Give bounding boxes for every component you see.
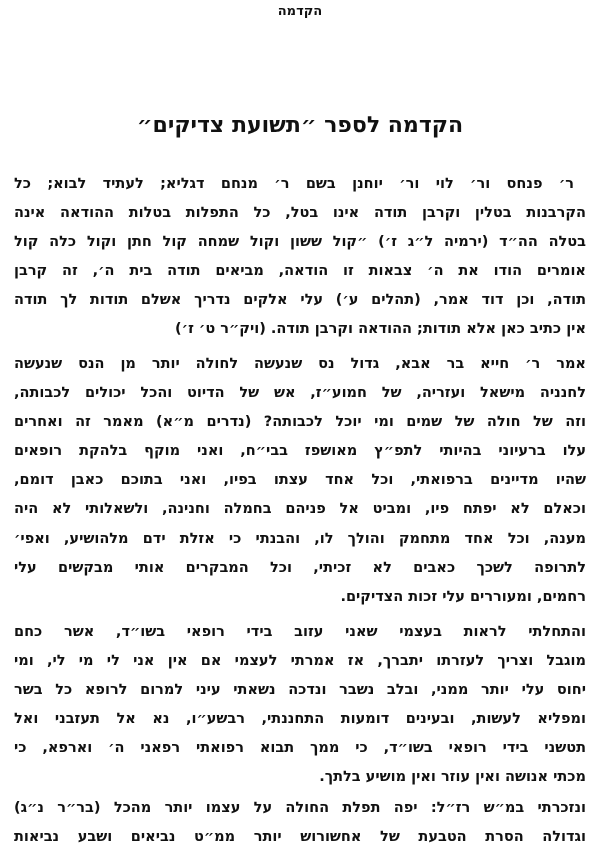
text-line: אמר ר׳ חייא בר אבא, גדול נס שנעשה לחולה יותר מן הנס שנעשה [14,356,586,372]
paragraph-2 [14,350,586,612]
text-line: שהיו מדיינים ברפואתי, וכל אחד עצתו בפיו, ואני בתוכם כאבן דומם, [14,472,586,489]
text-line: ומפליא לעשות, ובעינים דומעות התחננתי, רבשע״ו, נא אל תעזבני ואל [14,711,586,728]
paragraph-3 [14,618,586,793]
text-line: רחמים, ומעוררים עלי זכות הצדיקים. [340,588,586,605]
text-line: ונזכרתי במ״ש רז״ל: יפה תפלת החולה על עצמו יותר מהכל (בר״ר נ״ג) [14,800,586,816]
text-line: לתרופה לשכך כאבים לא זכיתי, וכל המבקרים אותי מבקשים עלי [14,559,586,576]
paragraph-1 [14,170,586,345]
page-title: הקדמה לספר ״תשועת צדיקים״ [136,113,464,138]
text-line: תודה, וכן דוד אמר, (תהלים ע׳) עלי אלקים נדריך אשלם תודות לך תודה [14,292,586,309]
paragraph-4 [14,794,586,852]
text-line: הקרבנות בטלין וקרבן תודה אינו בטל, כל התפלות בטלות ההודאה אינה [14,205,586,222]
text-line: וגדולה הסרת הטבעת של אחשורוש יותר ממ״ט נביאים ושבע נביאות [14,829,586,846]
text-line: מכתי אנושה ואין עוזר ואין מושיע בלתך. [319,769,586,786]
text-line: וכאלם לא יפתח פיו, ומביט אל פניהם בחמלה וחנינה, ולשאלותי לא היה [14,501,586,518]
text-line: אין כתיב כאן אלא תודות; ההודאה וקרבן תודה. (ויק״ר ט׳ ז׳) [175,321,586,338]
running-header: הקדמה [277,4,323,19]
text-line: עלו ברעיוני בהיותי לתפ״ץ מאושפז בבי״ח, ואני מוקף בלהקת רופאים [14,443,586,460]
text-line: וזה של חולה של שמים ומי יוכל לכבותה? (נדרים מ״א) מאמר זה ואחרים [14,414,586,431]
text-line: מענה, וכל אחד מתחמק והולך לו, והבנתי כי אזלת ידם מלהושיע, ואפי׳ [14,530,586,547]
text-line: מוגבל וצריך לעזרתו יתברך, אז אמרתי לעצמי אם אין אני לי מי לי, ומי [14,653,586,670]
text-line: והתחלתי לראות בעצמי שאני עזוב בידי רופאי בשו״ד, אשר כחם [14,624,586,640]
text-line: ר׳ פנחס ור׳ לוי ור׳ יוחנן בשם ר׳ מנחם דגליא; לעתיד לבוא; כל [14,176,574,192]
text-line: בטלה הה״ד (ירמיה ל״ג ז׳) ״קול ששון וקול שמחה קול חתן וקול כלה קול [14,234,586,251]
text-line: לחנניה מישאל ועזריה, של חמוע״ז, אש של הדיוט והכל יכולים לכבותה, [14,385,586,402]
text-line: אומרים הודו את ה׳ צבאות זו הודאה, מביאים תודה בית ה׳, זה קרבן [14,263,586,280]
text-line: יחוס עלי יותר ממני, ובלב נשבר ונדכה נשאתי עיני למרום לרופא כל בשר [14,682,586,699]
text-line: תטשני בידי רופאי בשו״ד, כי ממך תבוא רפואתי רפאני ה׳ וארפא, כי [14,740,586,757]
